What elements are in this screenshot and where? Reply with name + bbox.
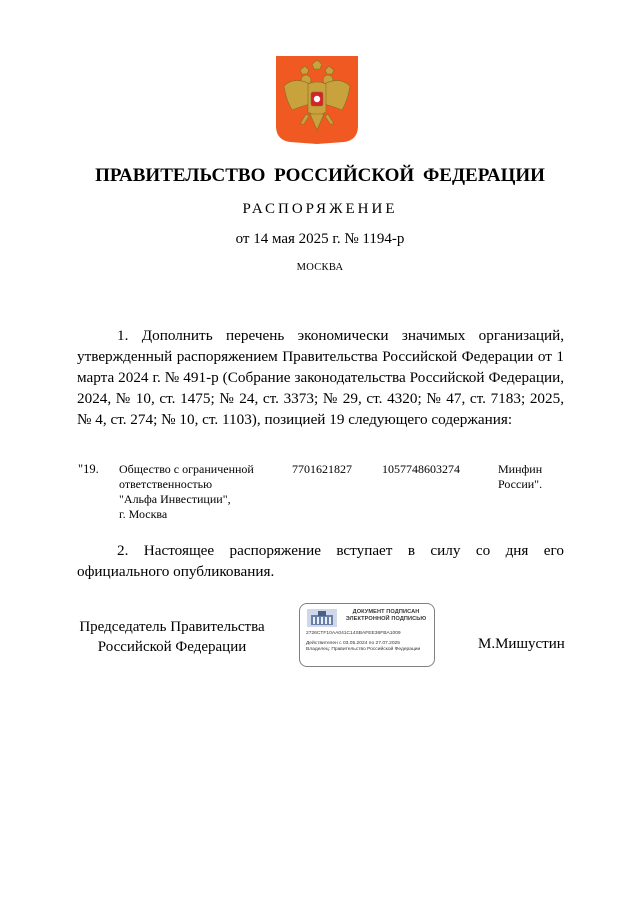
stamp-title-line: ДОКУМЕНТ ПОДПИСАН	[352, 609, 420, 615]
signatory-position	[77, 617, 267, 657]
stamp-owner: Владелец: Правительство Российской Федерации	[306, 647, 421, 652]
government-building-icon	[307, 609, 337, 627]
document-date-number: от 14 мая 2025 г. № 1194-р	[235, 231, 405, 247]
government-title: ПРАВИТЕЛЬСТВО РОССИЙСКОЙ ФЕДЕРАЦИИ	[95, 165, 545, 186]
row-number: "19.	[78, 462, 99, 476]
position-line: Председатель Правительства	[79, 619, 265, 635]
organization-line: "Альфа Инвестиции",	[119, 492, 231, 506]
stamp-title-line: ЭЛЕКТРОННОЙ ПОДПИСЬЮ	[345, 616, 427, 622]
electronic-signature-stamp	[299, 603, 435, 667]
responsible-authority	[498, 462, 568, 492]
stamp-certificate: 2726CTF10AA041C14SBAFEE36FBA1009	[306, 631, 401, 636]
stamp-validity: Действителен с 03.05.2024 по 27.07.2025	[306, 641, 400, 646]
stamp-title	[340, 609, 432, 623]
document-city: МОСКВА	[296, 262, 344, 273]
document-type: РАСПОРЯЖЕНИЕ	[242, 201, 398, 217]
authority-line: России".	[498, 477, 543, 491]
organization-name	[119, 462, 284, 522]
position-line: Российской Федерации	[97, 639, 247, 655]
organization-line: г. Москва	[119, 507, 168, 521]
organization-ogrn: 1057748603274	[382, 462, 460, 476]
organization-inn: 7701621827	[292, 462, 352, 476]
paragraph-2: 2. Настоящее распоряжение вступает в силу со дня его официального опубликования.	[77, 542, 564, 580]
signatory-name: М.Мишустин	[478, 636, 565, 652]
organization-line: ответственностью	[119, 477, 213, 491]
coat-of-arms-icon	[276, 56, 358, 144]
organization-line: Общество с ограниченной	[119, 462, 254, 476]
paragraph-1: 1. Дополнить перечень экономически значимых организаций, утвержденный распоряжением Правительства Российской Федерации от 1 марта 2024 г. № 491-р (Собрание законодательства Российской Федерации, 2024, № 10, ст. 1475; № 24, ст. 3373; № 29, ст. 4320; № 47, ст. 7183; 2025, № 4, ст. 274; № 10, ст. 1103), позицией 19 следующего содержания:	[77, 327, 564, 428]
authority-line: Минфин	[498, 462, 543, 476]
